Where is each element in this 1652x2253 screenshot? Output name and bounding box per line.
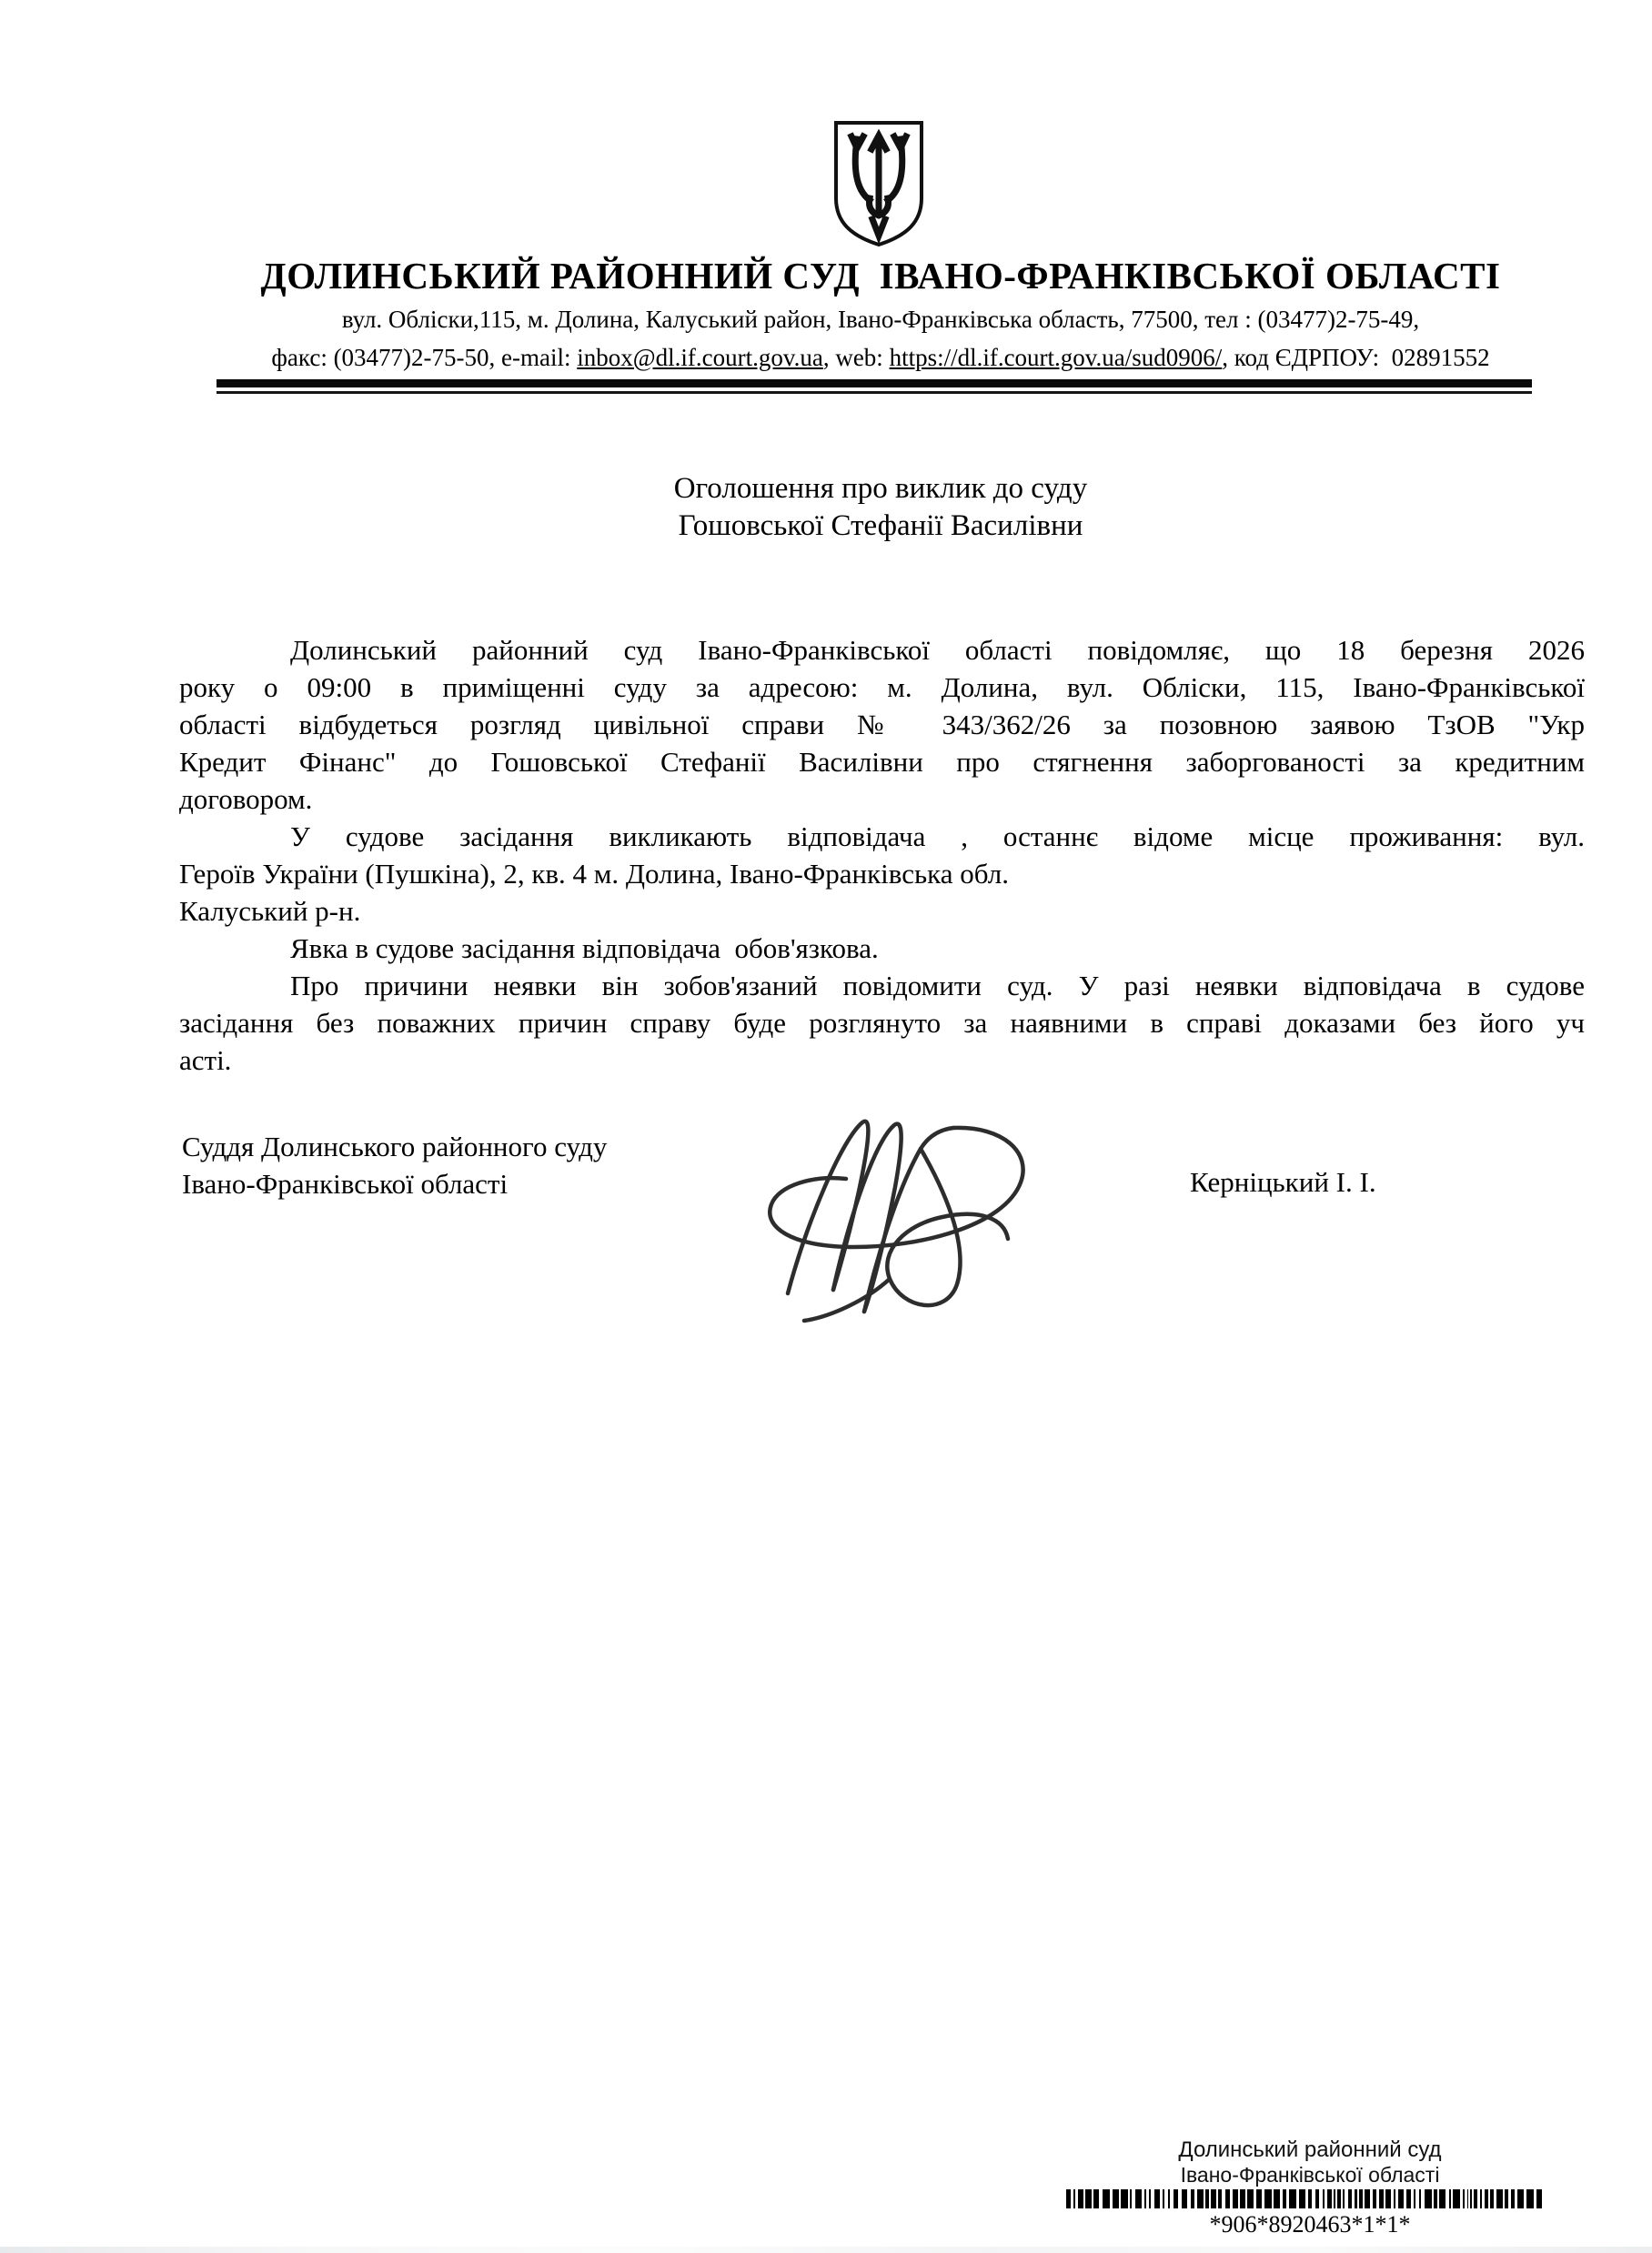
body-line: Долинський районний суд Івано-Франківської області повідомляє, що 18 березня 2026: [290, 634, 1585, 666]
scan-edge-artifact: [0, 2247, 1652, 2253]
barcode-icon: [1066, 2189, 1555, 2208]
court-website: https://dl.if.court.gov.ua/sud0906/: [889, 344, 1223, 371]
document-title-line1: Оголошення про виклик до суду: [673, 472, 1088, 505]
judge-name: Керніцький І. І.: [1190, 1166, 1376, 1198]
ukraine-trident-emblem-icon: [830, 118, 928, 248]
body-line: Калуський р-н.: [179, 895, 361, 927]
judge-role-line2: Івано-Франківської області: [182, 1168, 509, 1200]
header-divider: [217, 379, 1532, 394]
court-email: inbox@dl.if.court.gov.ua: [577, 344, 823, 371]
divider-thin-line: [217, 391, 1532, 394]
body-line: області відбудеться розгляд цивільної справи № 343/362/26 за позовною заявою ТзОВ "Укр: [179, 709, 1585, 740]
edrpou-code: , код ЄДРПОУ: 02891552: [1222, 344, 1490, 371]
body-line: договором.: [179, 783, 313, 815]
body-line: Кредит Фінанс" до Гошовської Стефанії Василівни про стягнення заборгованості за кредитним: [179, 746, 1585, 778]
body-line: асті.: [179, 1044, 232, 1076]
document-title: [126, 470, 1636, 545]
handwritten-signature-icon: [746, 1105, 1064, 1333]
barcode-court-line1: Долинський районний суд: [1178, 2137, 1442, 2162]
barcode-court-line2: Івано-Франківської області: [1180, 2163, 1440, 2187]
court-address-line: вул. Обліски,115, м. Долина, Калуський район, Івано-Франківська область, 77500, тел : (03477)2-75-49,: [341, 306, 1420, 333]
judge-role-text: [182, 1128, 607, 1202]
court-name-heading: ДОЛИНСЬКИЙ РАЙОННИЙ СУД ІВАНО-ФРАНКІВСЬКОЇ ОБЛАСТІ: [260, 255, 1501, 297]
fax-label: факс: (03477)2-75-50, e-mail:: [271, 344, 578, 371]
judge-role-line1: Суддя Долинського районного суду: [182, 1131, 608, 1162]
body-line: Героїв України (Пушкіна), 2, кв. 4 м. Долина, Івано-Франківська обл.: [179, 858, 1009, 890]
document-title-line2: Гошовської Стефанії Василівни: [678, 509, 1083, 542]
document-body: [179, 631, 1585, 1079]
body-line: року о 09:00 в приміщенні суду за адресою: м. Долина, вул. Обліски, 115, Івано-Франківської: [179, 671, 1585, 703]
body-line: У судове засідання викликають відповідача , останнє відоме місце проживання: вул.: [290, 820, 1585, 852]
body-line: засідання без поважних причин справу буде розглянуто за наявними в справі доказами без його уч: [179, 1007, 1585, 1039]
body-line: Про причини неявки він зобов'язаний повідомити суд. У разі неявки відповідача в судове: [290, 970, 1585, 1001]
barcode-value: *906*8920463*1*1*: [1209, 2211, 1411, 2238]
body-line: Явка в судове засідання відповідача обов'язкова.: [290, 932, 879, 964]
barcode-block: [1046, 2137, 1574, 2238]
web-label: , web:: [822, 344, 890, 371]
divider-thick-line: [217, 379, 1532, 387]
court-contact-line: [107, 344, 1652, 372]
